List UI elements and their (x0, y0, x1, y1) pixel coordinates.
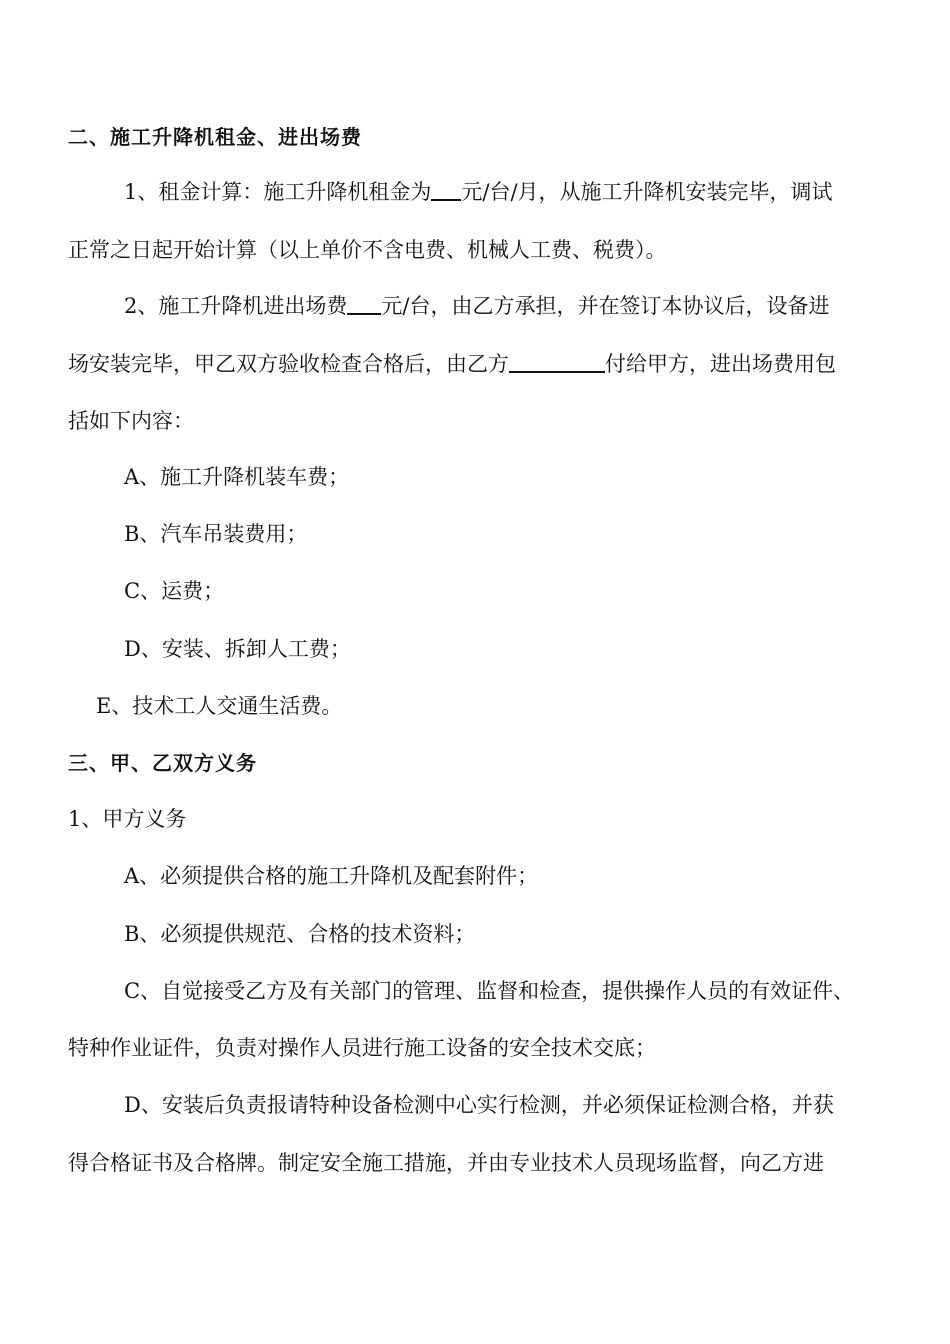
rent-text-prefix: 1、租金计算：施工升降机租金为 (124, 180, 432, 204)
rent-amount-blank[interactable] (431, 179, 461, 201)
paragraph-rent-line-2: 正常之日起开始计算（以上单价不含电费、机械人工费、税费）。 (68, 238, 667, 262)
obligation-item-d-line-2: 得合格证书及合格牌。制定安全施工措施，并由专业技术人员现场监督，向乙方进 (68, 1151, 824, 1175)
payment-time-blank[interactable] (509, 351, 605, 373)
section-3-heading: 三、甲、乙双方义务 (68, 751, 257, 775)
subsection-party-a-obligations: 1、甲方义务 (68, 807, 187, 831)
obligation-item-d-line-1: D、安装后负责报请特种设备检测中心实行检测，并必须保证检测合格，并获 (124, 1093, 834, 1117)
section-2-heading: 二、施工升降机租金、进出场费 (68, 125, 362, 149)
fee-text-suffix: 元/台，由乙方承担，并在签订本协议后，设备进 (381, 294, 830, 318)
fee-amount-blank[interactable] (347, 293, 381, 315)
fee-text-prefix: 2、施工升降机进出场费 (124, 294, 348, 318)
paragraph-rent-line-1 (124, 178, 833, 206)
obligation-item-c-line-1: C、自觉接受乙方及有关部门的管理、监督和检查，提供操作人员的有效证件、 (124, 979, 855, 1003)
list-item-c: C、运费； (124, 579, 225, 603)
fee-line2-suffix: 付给甲方，进出场费用包 (605, 352, 836, 376)
paragraph-fee-line-1 (124, 292, 829, 320)
list-item-a: A、施工升降机装车费； (124, 465, 350, 489)
obligation-item-a: A、必须提供合格的施工升降机及配套附件； (124, 864, 539, 888)
paragraph-fee-line-3: 括如下内容： (68, 409, 194, 433)
obligation-item-c-line-2: 特种作业证件，负责对操作人员进行施工设备的安全技术交底； (68, 1036, 656, 1060)
list-item-b: B、汽车吊装费用； (124, 522, 308, 546)
obligation-item-b: B、必须提供规范、合格的技术资料； (124, 922, 476, 946)
list-item-d: D、安装、拆卸人工费； (124, 637, 351, 661)
fee-line2-prefix: 场安装完毕，甲乙双方验收检查合格后，由乙方 (68, 352, 509, 376)
paragraph-fee-line-2 (68, 350, 836, 378)
rent-text-suffix: 元/台/月，从施工升降机安装完毕，调试 (461, 180, 833, 204)
list-item-e: E、技术工人交通生活费。 (96, 694, 343, 718)
